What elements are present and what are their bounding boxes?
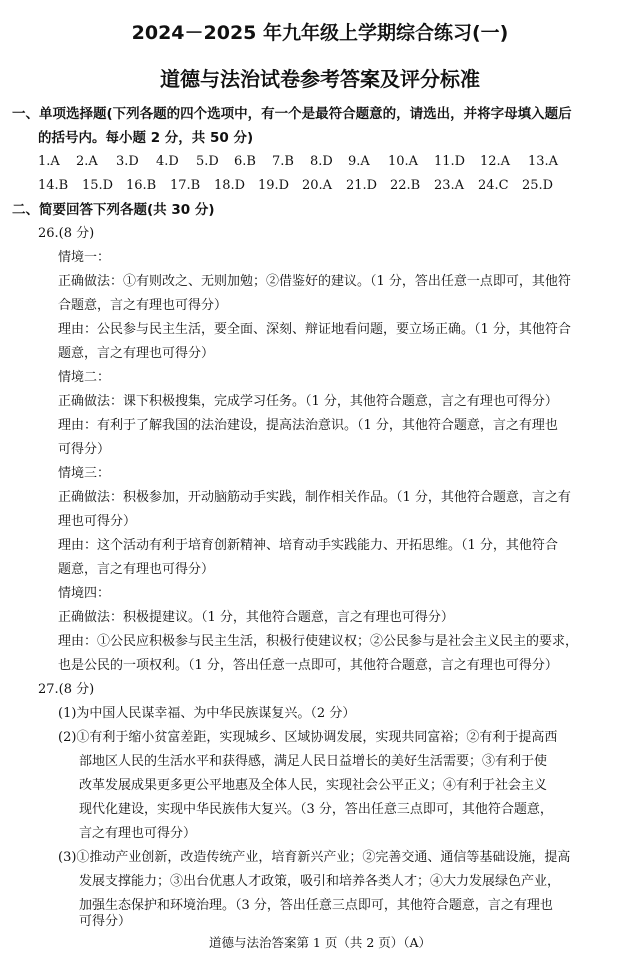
scenario-4-title: 情境四： — [58, 586, 111, 601]
answer-item: 22.B — [390, 178, 421, 193]
scenario-1-practice-line2: 合题意，言之有理也可得分） — [58, 298, 228, 313]
scenario-4-reason-line2: 也是公民的一项权利。（1 分，答出任意一点即可，其他符合题意，言之有理也可得分） — [58, 658, 558, 673]
scenario-1-reason-line2: 题意，言之有理也可得分） — [58, 346, 215, 361]
scenario-1-title: 情境一： — [58, 250, 111, 265]
scenario-2-reason-line1: 理由：有利于了解我国的法治建设，提高法治意识。（1 分，其他符合题意，言之有理也 — [58, 418, 558, 433]
scenario-3-title: 情境三： — [58, 466, 111, 481]
answer-item: 19.D — [258, 178, 290, 193]
answer-item: 9.A — [348, 154, 370, 169]
scenario-4-reason-line1: 理由：①公民应积极参与民主生活，积极行使建议权；②公民参与是社会主义民主的要求， — [58, 634, 579, 649]
answer-item: 4.D — [156, 154, 179, 169]
q27-part3-line2: 发展支撑能力；③出台优惠人才政策，吸引和培养各类人才；④大力发展绿色产业， — [79, 874, 561, 889]
page-subtitle: 道德与法治试卷参考答案及评分标准 — [160, 67, 480, 91]
q27-part3-line4: 可得分） — [79, 914, 132, 929]
scenario-4-practice: 正确做法：积极提建议。（1 分，其他符合题意，言之有理也可得分） — [58, 610, 454, 625]
section2-heading: 二、简要回答下列各题(共 30 分) — [12, 202, 215, 218]
answer-item: 11.D — [434, 154, 466, 169]
question-27-number: 27.(8 分) — [38, 682, 95, 697]
scenario-3-reason-line2: 题意，言之有理也可得分） — [58, 562, 215, 577]
scenario-2-practice: 正确做法：课下积极搜集，完成学习任务。（1 分，其他符合题意，言之有理也可得分） — [58, 394, 558, 409]
answer-item: 10.A — [388, 154, 419, 169]
answer-item: 25.D — [522, 178, 554, 193]
answer-item: 18.D — [214, 178, 246, 193]
scenario-1-reason-line1: 理由：公民参与民主生活，要全面、深刻、辩证地看问题，要立场正确。（1 分，其他符合 — [58, 322, 571, 337]
answer-item: 2.A — [76, 154, 98, 169]
answer-item: 1.A — [38, 154, 60, 169]
answer-item: 12.A — [480, 154, 511, 169]
answer-item: 21.D — [346, 178, 378, 193]
scenario-3-reason-line1: 理由：这个活动有利于培育创新精神、培育动手实践能力、开拓思维。（1 分，其他符合 — [58, 538, 558, 553]
q27-part2-line4: 现代化建设，实现中华民族伟大复兴。（3 分，答出任意三点即可，其他符合题意， — [79, 802, 553, 817]
answer-item: 8.D — [310, 154, 333, 169]
answer-row-2 — [38, 176, 562, 196]
answer-row-1 — [38, 152, 572, 172]
answer-item: 13.A — [528, 154, 559, 169]
answer-item: 5.D — [196, 154, 219, 169]
q27-part3-line1: (3)①推动产业创新，改造传统产业，培育新兴产业；②完善交通、通信等基础设施，提高 — [58, 850, 571, 865]
answer-item: 15.D — [82, 178, 114, 193]
scenario-2-reason-line2: 可得分） — [58, 442, 111, 457]
q27-part3-line3: 加强生态保护和环境治理。（3 分，答出任意三点即可，其他符合题意，言之有理也 — [79, 898, 553, 913]
q27-part2-line3: 改革发展成果更多更公平地惠及全体人民，实现社会公平正义；④有利于社会主义 — [79, 778, 548, 793]
answer-item: 20.A — [302, 178, 333, 193]
answer-item: 23.A — [434, 178, 465, 193]
answer-item: 16.B — [126, 178, 157, 193]
answer-item: 7.B — [272, 154, 294, 169]
scenario-2-title: 情境二： — [58, 370, 111, 385]
section1-heading-line2: 的括号内。每小题 2 分，共 50 分) — [38, 130, 254, 146]
answer-item: 6.B — [234, 154, 256, 169]
section1-heading-line1: 一、单项选择题(下列各题的四个选项中，有一个是最符合题意的，请选出，并将字母填入题后 — [12, 106, 572, 122]
q27-part2-line5: 言之有理也可得分） — [79, 826, 197, 841]
answer-item: 14.B — [38, 178, 69, 193]
scenario-3-practice-line2: 理也可得分） — [58, 514, 137, 529]
scenario-1-practice-line1: 正确做法：①有则改之、无则加勉；②借鉴好的建议。（1 分，答出任意一点即可，其他符 — [58, 274, 571, 289]
answer-item: 17.B — [170, 178, 201, 193]
scenario-3-practice-line1: 正确做法：积极参加，开动脑筋动手实践，制作相关作品。（1 分，其他符合题意，言之有 — [58, 490, 571, 505]
q27-part2-line1: (2)①有利于缩小贫富差距，实现城乡、区域协调发展，实现共同富裕；②有利于提高西 — [58, 730, 558, 745]
q27-part2-line2: 部地区人民的生活水平和获得感，满足人民日益增长的美好生活需要；③有利于使 — [79, 754, 548, 769]
q27-part1: (1)为中国人民谋幸福、为中华民族谋复兴。（2 分） — [58, 706, 356, 721]
page-title: 2024－2025 年九年级上学期综合练习(一) — [131, 22, 509, 44]
answer-item: 24.C — [478, 178, 509, 193]
page-footer: 道德与法治答案第 1 页（共 2 页）（A） — [208, 935, 432, 950]
question-26-number: 26.(8 分) — [38, 226, 95, 241]
answer-item: 3.D — [116, 154, 139, 169]
